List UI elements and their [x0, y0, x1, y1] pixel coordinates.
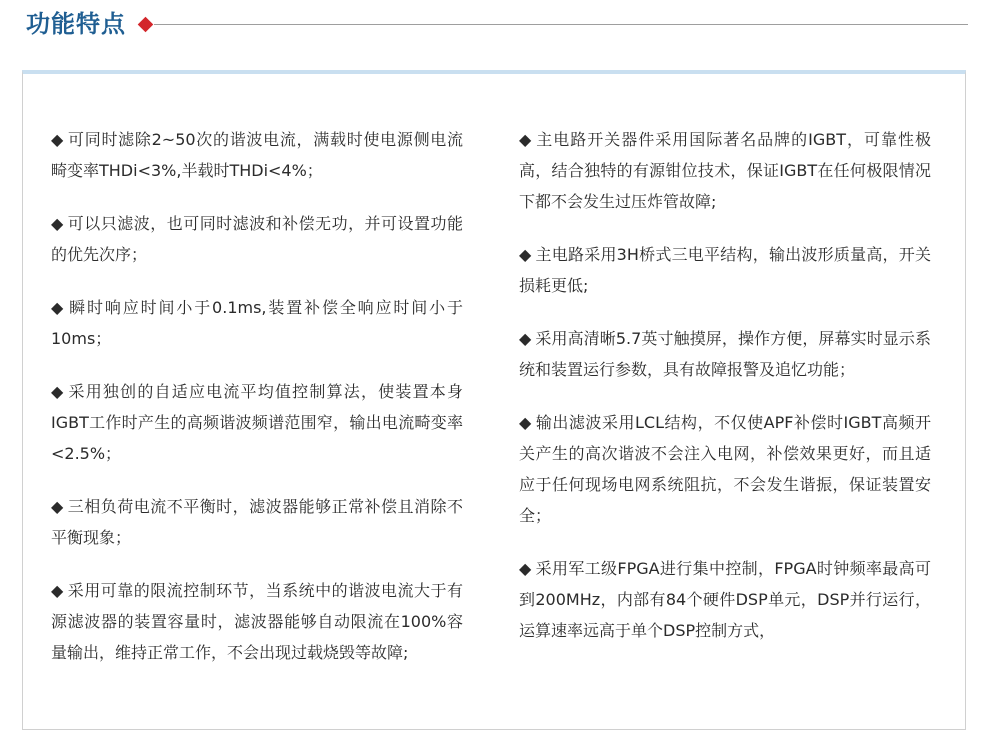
- feature-text: 可以只滤波，也可同时滤波和补偿无功，并可设置功能的优先次序；: [51, 214, 463, 264]
- bullet-icon: ◆: [519, 245, 532, 264]
- bullet-icon: ◆: [519, 559, 532, 578]
- feature-item: [51, 208, 463, 270]
- bullet-icon: ◆: [51, 298, 66, 317]
- feature-text: 可同时滤除2~50次的谐波电流，满载时使电源侧电流畸变率THDi<3%,半载时THDi<4%；: [51, 130, 463, 180]
- features-left-column: [51, 124, 463, 690]
- diamond-icon: [138, 17, 154, 33]
- features-panel: [22, 70, 966, 730]
- feature-text: 采用军工级FPGA进行集中控制，FPGA时钟频率最高可到200MHz，内部有84个硬件DSP单元，DSP并行运行，运算速率远高于单个DSP控制方式，: [519, 559, 931, 640]
- section-title: 功能特点: [26, 10, 126, 38]
- feature-item: [51, 575, 463, 668]
- feature-text: 采用高清晰5.7英寸触摸屏，操作方便，屏幕实时显示系统和装置运行参数，具有故障报警及追忆功能；: [519, 329, 931, 379]
- bullet-icon: ◆: [51, 382, 65, 401]
- feature-text: 主电路采用3H桥式三电平结构，输出波形质量高，开关损耗更低;: [519, 245, 931, 295]
- bullet-icon: ◆: [51, 581, 64, 600]
- feature-text: 三相负荷电流不平衡时，滤波器能够正常补偿且消除不平衡现象；: [51, 497, 463, 547]
- bullet-icon: ◆: [519, 329, 532, 348]
- feature-item: [51, 491, 463, 553]
- section-header: [26, 8, 968, 42]
- feature-item: [51, 376, 463, 469]
- feature-item: [51, 124, 463, 186]
- feature-text: 主电路开关器件采用国际著名品牌的IGBT，可靠性极高，结合独特的有源钳位技术，保证IGBT在任何极限情况下都不会发生过压炸管故障;: [519, 130, 931, 211]
- feature-text: 瞬时响应时间小于0.1ms,装置补偿全响应时间小于10ms；: [51, 298, 463, 348]
- feature-item: [519, 239, 931, 301]
- bullet-icon: ◆: [51, 497, 64, 516]
- feature-item: [51, 292, 463, 354]
- header-divider: [154, 24, 968, 25]
- bullet-icon: ◆: [51, 214, 64, 233]
- bullet-icon: ◆: [519, 130, 533, 149]
- features-right-column: [519, 124, 931, 668]
- feature-item: [519, 124, 931, 217]
- feature-item: [519, 407, 931, 531]
- feature-text: 输出滤波采用LCL结构，不仅使APF补偿时IGBT高频开关产生的高次谐波不会注入电网，补偿效果更好，而且适应于任何现场电网系统阻抗，不会发生谐振，保证装置安全；: [519, 413, 931, 525]
- feature-text: 采用可靠的限流控制环节，当系统中的谐波电流大于有源滤波器的装置容量时，滤波器能够自动限流在100%容量输出，维持正常工作，不会出现过载烧毁等故障;: [51, 581, 463, 662]
- bullet-icon: ◆: [519, 413, 532, 432]
- bullet-icon: ◆: [51, 130, 65, 149]
- feature-item: [519, 323, 931, 385]
- feature-item: [519, 553, 931, 646]
- feature-text: 采用独创的自适应电流平均值控制算法，使装置本身IGBT工作时产生的高频谐波频谱范围窄，输出电流畸变率<2.5%；: [51, 382, 463, 463]
